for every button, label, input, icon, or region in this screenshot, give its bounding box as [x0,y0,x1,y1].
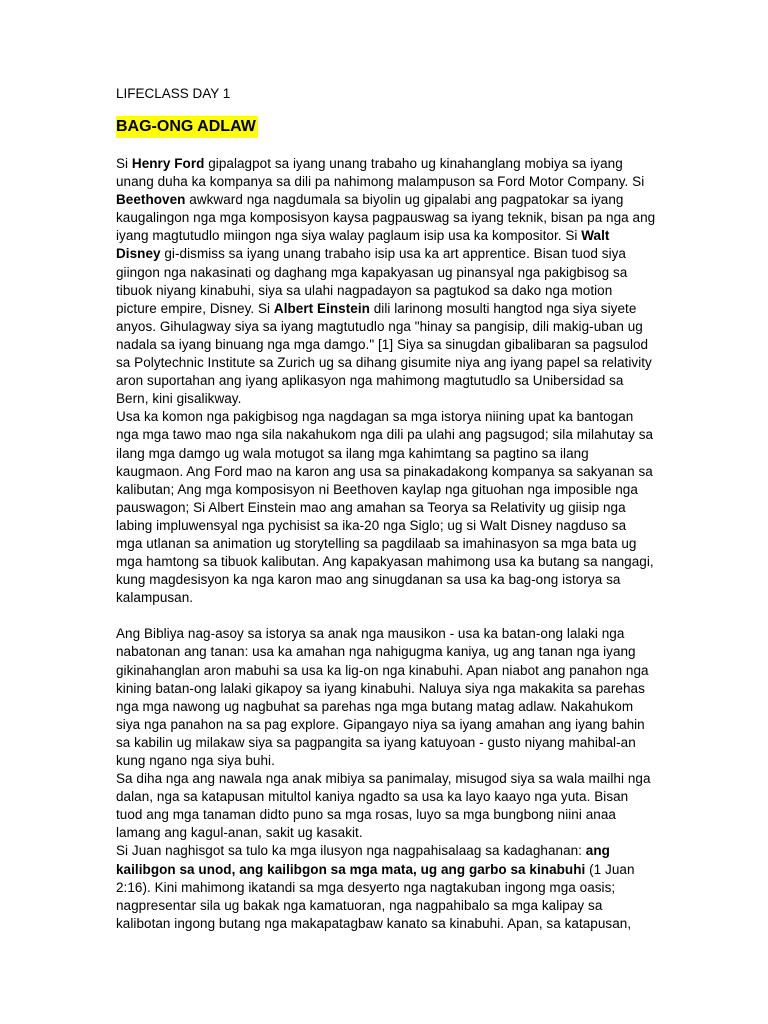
body-text: Si Juan naghisgot sa tulo ka mga ilusyon nga nagpahisalaag sa kadaghanan: [116,843,586,859]
bold-text: Albert Einstein [273,300,370,316]
bold-text: Beethoven [116,192,186,208]
paragraph [116,842,656,932]
document-label: LIFECLASS DAY 1 [116,86,231,101]
paragraph-gap [116,607,656,625]
paragraph [116,408,656,607]
paragraph [116,770,656,842]
body-text: gipalagpot sa iyang unang trabaho ug kinahanglang mobiya sa iyang unang duha ka kompanya sa dili pa nahimong malampuson sa Ford Motor Company. Si [116,156,645,190]
body-text: Usa ka komon nga pakigbisog nga nagdagan sa mga istorya niining upat ka bantogan nga mga tawo mao nga sila nakahukom nga dili pa ulahi ang pagsugod; sila milahutay sa ilang mga damgo ug wala motugot sa ilang mga kahimtang sa pagtino sa ilang kaugmaon. Ang Ford mao na karon ang usa sa pinakadakong kompanya sa sakyanan sa kalibutan; Ang mga komposisyon ni Beethoven kaylap nga gituohan nga imposible nga pauswagon; Si Albert Einstein mao ang amahan sa Teorya sa Relativity ug giisip nga labing impluwensyal nga pychisist sa ika-20 nga Siglo; ug si Walt Disney nagduso sa mga utlanan sa animation ug storytelling sa pagdilaab sa imahinasyon sa mga bata ug mga hamtong sa tibuok kalibutan. Ang kapakyasan mahimong usa ka butang sa nangagi, kung magdesisyon ka nga karon mao ang sinugdanan sa usa ka bag-ong istorya sa kalampusan. [116,409,654,606]
body-text: gi-dismiss sa iyang unang trabaho isip usa ka art apprentice. Bisan tuod siya giingon nga nakasinati og daghang mga kapakyasan ug pinansyal nga pakigbisog sa tibuok niyang kinabuhi, siya sa ulahi nagpadayon sa pagtukod sa dako nga motion picture empire, Disney. Si [116,246,628,316]
body-text: Ang Bibliya nag-asoy sa istorya sa anak nga mausikon - usa ka batan-ong lalaki nga nabatonan ang tanan: usa ka amahan nga nahigugma kaniya, ug ang tanan nga iyang gikinahanglan aron mabuhi sa usa ka lig-on nga kinabuhi. Apan niabot ang panahon nga kining batan-ong lalaki gikapoy sa iyang kinabuhi. Naluya siya nga makakita sa parehas nga mga nawong ug nagbuhat sa parehas nga mga butang matag adlaw. Nakahukom siya nga panahon na sa pag explore. Gipangayo niya sa iyang amahan ang iyang bahin sa kabilin ug milakaw siya sa pagpangita sa iyang katuyoan - gusto niyang mahibal-an kung ngano nga siya buhi. [116,626,649,768]
body-text: Sa diha nga ang nawala nga anak mibiya sa panimalay, misugod siya sa wala mailhi nga dalan, nga sa katapusan mitultol kaniya ngadto sa usa ka layo kaayo nga yuta. Bisan tuod ang mga tanaman didto puno sa mga rosas, luyo sa mga bungbong niini anaa lamang ang kagul-anan, sakit ug kasakit. [116,771,651,841]
bold-text: Henry Ford [131,156,205,171]
bold-text: ang kailibgon sa unod, ang kailibgon sa mga mata, ug ang garbo sa kinabuhi [116,843,610,877]
body-text: Si [116,156,132,171]
document-body [116,155,656,933]
document-page [116,84,656,933]
body-text: dili larinong mosulti hangtod nga siya siyete anyos. Gihulagway siya sa iyang magtutudlo nga "hinay sa pangisip, dili makig-uban ug nadala sa iyang binuang nga mga damgo." [1] Siya sa sinugdan gibalibaran sa pagsulod sa Polytechnic Institute sa Zurich ug sa dihang gisumite niya ang iyang papel sa relativity aron suportahan ang iyang aplikasyon nga mahimong magtutudlo sa Unibersidad sa Bern, kini gisalikway. [116,300,652,407]
paragraph [116,625,656,770]
body-text: awkward nga nagdumala sa biyolin ug gipalabi ang pagpatokar sa iyang kaugalingon nga mga komposisyon kaysa pagpauswag sa iyang teknik, bisan pa nga ang iyang magtutudlo miingon nga siya walay paglaum isip usa ka kompositor. Si [116,192,656,244]
document-title: BAG-ONG ADLAW [116,116,258,138]
bold-text: Walt Disney [116,228,610,262]
body-text: (1 Juan 2:16). Kini mahimong ikatandi sa mga desyerto nga nagtakuban ingong mga oasis; nagpresentar sila ug bakak nga kamatuoran, nga nagpahibalo sa mga kalipay sa kalibotan ingong butang nga makapatagbaw kanato sa kinabuhi. Apan, sa katapusan, [116,861,635,931]
paragraph [116,155,656,408]
